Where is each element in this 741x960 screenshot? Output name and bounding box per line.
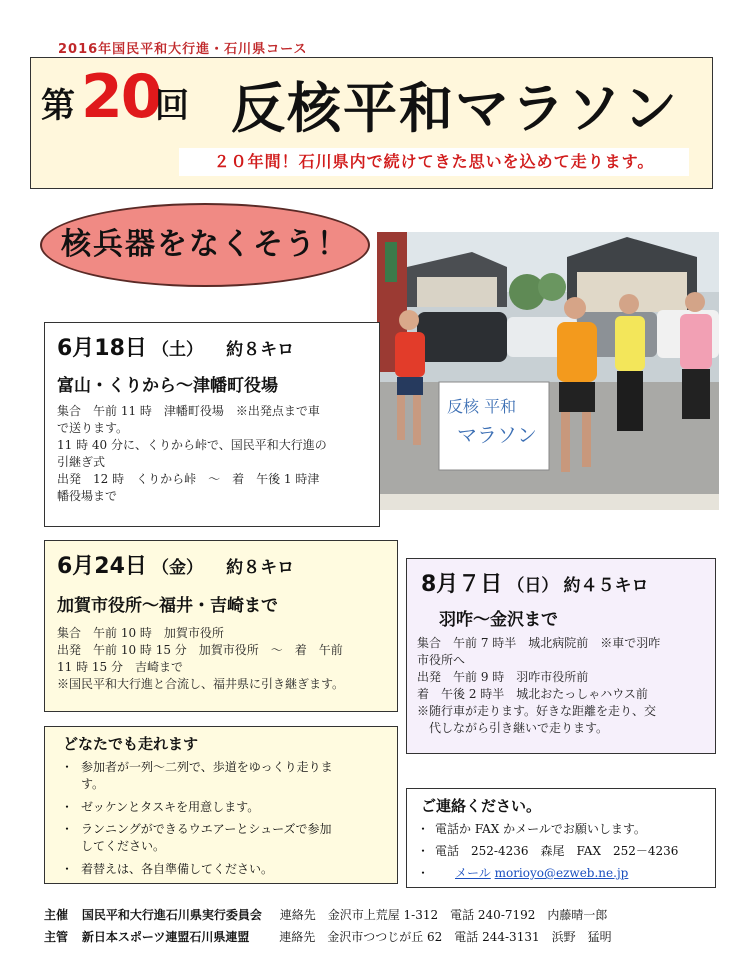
title-banner [30, 57, 713, 189]
course-caption: 2016年国民平和大行進・石川県コース [58, 42, 308, 57]
footer-contact: 連絡先 金沢市つつじが丘 62 電話 244-3131 浜野 猛明 [279, 930, 612, 944]
title-edition-number: 20 [81, 62, 161, 132]
list-item-text: ランニングができるウエアーとシューズで参加 [81, 822, 332, 836]
event-route: 加賀市役所～福井・吉崎まで [57, 596, 278, 616]
list-item [407, 865, 713, 882]
event-detail-line: ※随行車が走ります。好きな距離を走り、交 [417, 704, 657, 718]
bullet-icon: ・ [61, 862, 74, 876]
event-detail-line: 集合 午前 10 時 加賀市役所 [57, 626, 224, 640]
list-item [45, 821, 395, 855]
event-detail-line: 引継ぎ式 [57, 455, 106, 469]
event-detail-line: ※国民平和大行進と合流し、福井県に引き継ぎます。 [57, 677, 345, 691]
bullet-icon: ・ [61, 822, 74, 836]
footer-role: 主管 [44, 930, 69, 944]
event-route: 羽咋～金沢まで [439, 610, 558, 630]
event-weekday: （土） [152, 340, 204, 360]
event-detail-line: 出発 12 時 くりから峠 ～ 着 午後 1 時津 [57, 472, 320, 486]
event-distance: 約８キロ [226, 558, 295, 578]
event-distance: 約８キロ [226, 340, 295, 360]
list-item [45, 759, 395, 793]
anyone-can-run-box [44, 726, 398, 884]
list-item [45, 861, 395, 878]
event-detail-line: 代しながら引き継いで走ります。 [417, 721, 609, 735]
event-detail-line: 11 時 40 分に、くりから峠で、国民平和大行進の [57, 438, 327, 452]
event-details [417, 635, 660, 737]
footer-role: 主催 [44, 908, 69, 922]
event-detail-line: 幡役場まで [57, 489, 118, 503]
list-item-text: してください。 [81, 839, 166, 853]
email-link[interactable]: morioyo@ezweb.ne.jp [494, 866, 629, 880]
contact-box [406, 788, 716, 888]
contact-phone-fax: 電話 252-4236 森尾 FAX 252－4236 [435, 844, 679, 858]
event-date: 8月７日 [421, 572, 503, 597]
banner-line1: 反核 平和 [447, 397, 517, 416]
event-detail-line: 出発 午前 9 時 羽咋市役所前 [417, 670, 589, 684]
contact-method-text: 電話か FAX かメールでお願いします。 [435, 822, 646, 836]
footer-contact: 連絡先 金沢市上荒屋 1-312 電話 240-7192 内藤晴一郎 [279, 908, 608, 922]
event-detail-line: 着 午後 2 時半 城北おたっしゃハウス前 [417, 687, 648, 701]
bullet-icon: ・ [61, 800, 74, 814]
runners-photo [377, 232, 719, 510]
list-item [45, 799, 395, 816]
bullet-icon: ・ [417, 844, 430, 858]
email-label[interactable]: メール [455, 866, 491, 880]
event-date: 6月18日 [57, 336, 147, 361]
event-card-june-24 [44, 540, 398, 712]
event-weekday: （金） [152, 558, 204, 578]
list-item [407, 821, 713, 838]
list-item-text: 参加者が一列～二列で、歩道をゆっくり走りま [81, 760, 333, 774]
event-detail-line: 集合 午前 11 時 津幡町役場 ※出発点まで車 [57, 404, 320, 418]
list-item-text: 着替えは、各自準備してください。 [81, 862, 274, 876]
footer-org: 国民平和大行進石川県実行委員会 [81, 908, 262, 922]
anyone-title: どなたでも走れます [63, 735, 199, 753]
event-card-june-18 [44, 322, 380, 527]
contact-title: ご連絡ください。 [421, 797, 542, 815]
page-title: 反核平和マラソン [231, 77, 679, 140]
bullet-icon: ・ [61, 760, 74, 774]
bullet-icon: ・ [417, 866, 430, 880]
event-date: 6月24日 [57, 554, 147, 579]
event-detail-line: 出発 午前 10 時 15 分 加賀市役所 ～ 着 午前 [57, 643, 343, 657]
event-detail-line: 11 時 15 分 吉崎まで [57, 660, 183, 674]
banner-line2: マラソン [457, 423, 537, 447]
event-detail-line: で送ります。 [57, 421, 129, 435]
event-details [57, 403, 327, 505]
event-card-aug-7 [406, 558, 716, 754]
footer-organizer [44, 906, 607, 923]
title-dai: 第 [41, 86, 75, 126]
event-details [57, 625, 344, 693]
event-detail-line: 市役所へ [417, 653, 466, 667]
list-item-text: す。 [81, 777, 105, 791]
slogan-oval: 核兵器をなくそう！ [40, 203, 370, 287]
subtitle: ２０年間！石川県内で続けてきた思いを込めて走ります。 [179, 148, 689, 176]
title-kai: 回 [155, 86, 189, 126]
footer-org: 新日本スポーツ連盟石川県連盟 [81, 930, 250, 944]
runners-photo-illustration [377, 232, 719, 510]
event-route: 富山・くりから～津幡町役場 [57, 376, 278, 396]
list-item [407, 843, 713, 860]
event-weekday: （日） [507, 576, 559, 596]
event-distance: 約４５キロ [563, 576, 649, 596]
footer-manager [44, 928, 612, 945]
event-detail-line: 集合 午前 7 時半 城北病院前 ※車で羽咋 [417, 636, 661, 650]
bullet-icon: ・ [417, 822, 430, 836]
list-item-text: ゼッケンとタスキを用意します。 [81, 800, 260, 814]
